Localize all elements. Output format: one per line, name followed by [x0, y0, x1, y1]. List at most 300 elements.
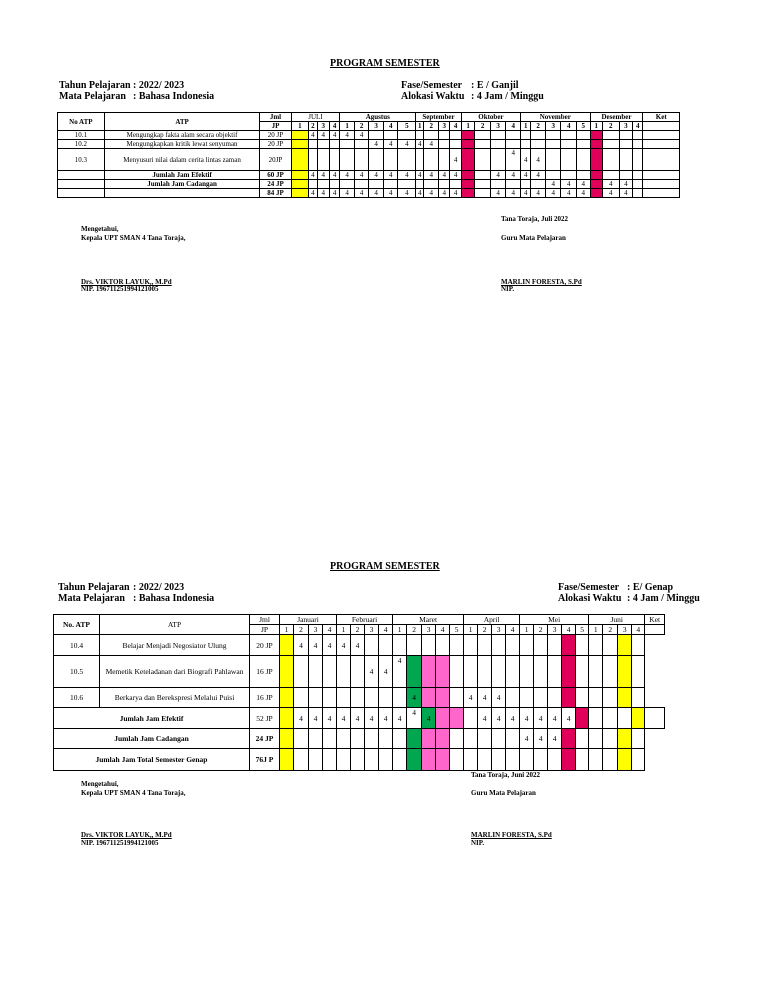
empty-cell — [309, 140, 317, 149]
highlight-cell — [291, 180, 309, 189]
empty-cell — [561, 131, 577, 140]
empty-cell — [478, 635, 492, 656]
highlight-cell — [436, 749, 450, 771]
highlight-cell — [407, 749, 422, 771]
week-cell: 3 — [492, 625, 506, 635]
allocation-cell: 4 — [340, 131, 355, 140]
empty-cell — [329, 149, 339, 171]
week-cell: 3 — [365, 625, 379, 635]
cadangan-jp: 24 JP — [260, 180, 291, 189]
empty-cell — [379, 688, 393, 708]
highlight-cell — [450, 708, 464, 729]
empty-cell — [340, 149, 355, 171]
empty-cell — [407, 635, 422, 656]
place-date: Tana Toraja, Juni 2022 — [471, 771, 540, 779]
efektif-label: Jumlah Jam Efektif — [104, 171, 260, 180]
place-date: Tana Toraja, Juli 2022 — [501, 215, 569, 223]
allocation-cell: 4 — [317, 171, 329, 180]
empty-cell — [576, 729, 589, 749]
empty-cell — [545, 140, 561, 149]
highlight-cell — [461, 140, 474, 149]
allocation-cell: 4 — [438, 171, 449, 180]
cadangan-jp: 24 JP — [250, 729, 280, 749]
empty-cell — [436, 635, 450, 656]
allocation-cell: 4 — [520, 729, 534, 749]
table-row-total — [58, 189, 680, 198]
month-agustus: Agustus — [340, 113, 416, 122]
week-cell: 1 — [461, 122, 474, 131]
table-header-months — [54, 615, 665, 625]
allocation-cell: 4 — [309, 635, 323, 656]
atp-jp: 16 JP — [250, 656, 280, 688]
empty-cell — [602, 131, 619, 140]
empty-cell — [645, 708, 665, 729]
allocation-cell: 4 — [294, 708, 309, 729]
highlight-cell — [618, 749, 632, 771]
empty-cell — [309, 656, 323, 688]
table-row-efektif — [58, 171, 680, 180]
empty-cell — [521, 180, 531, 189]
empty-cell — [602, 149, 619, 171]
atp-text: Mengungkapkan kritik lewat senyuman — [104, 140, 260, 149]
empty-cell — [633, 149, 643, 171]
empty-cell — [351, 749, 365, 771]
empty-cell — [603, 688, 618, 708]
week-cell: 4 — [561, 122, 577, 131]
week-cell: 4 — [329, 122, 339, 131]
week-cell: 1 — [291, 122, 309, 131]
allocation-cell: 4 — [323, 708, 337, 729]
allocation-cell: 4 — [329, 171, 339, 180]
empty-cell — [317, 180, 329, 189]
guru-name-text: MARLIN FORESTA, S.Pd — [471, 831, 552, 839]
table-row-efektif — [54, 708, 665, 729]
allocation-cell: 4 — [562, 708, 576, 729]
highlight-cell — [280, 688, 294, 708]
allocation-cell: 4 — [478, 688, 492, 708]
highlight-cell — [291, 189, 309, 198]
week-cell: 5 — [398, 122, 416, 131]
allocation-cell: 4 — [478, 708, 492, 729]
month-oktober: Oktober — [461, 113, 520, 122]
highlight-cell: 4 — [407, 688, 422, 708]
allocation-cell: 4 — [329, 131, 339, 140]
allocation-cell: 4 — [354, 189, 369, 198]
highlight-cell — [280, 635, 294, 656]
allocation-cell: 4 — [351, 708, 365, 729]
empty-cell — [438, 131, 449, 140]
empty-cell — [369, 180, 384, 189]
highlight-cell — [461, 189, 474, 198]
empty-cell — [294, 749, 309, 771]
allocation-cell: 4 — [424, 189, 439, 198]
empty-cell — [379, 749, 393, 771]
highlight-cell — [562, 729, 576, 749]
empty-cell — [416, 149, 424, 171]
empty-cell — [633, 171, 643, 180]
highlight-cell — [576, 708, 589, 729]
kepala-name-text: Drs. VIKTOR LAYUK,, M.Pd — [81, 278, 172, 286]
program-semester-table-genap — [53, 614, 665, 771]
allocation-cell: 4 — [337, 708, 351, 729]
empty-cell — [354, 140, 369, 149]
empty-cell — [329, 140, 339, 149]
empty-cell — [577, 149, 590, 171]
empty-cell — [490, 149, 506, 171]
empty-cell — [561, 171, 577, 180]
empty-cell — [619, 140, 632, 149]
empty-cell — [589, 708, 603, 729]
week-cell: 3 — [618, 625, 632, 635]
atp-jp: 20 JP — [260, 131, 291, 140]
week-cell: 1 — [520, 625, 534, 635]
empty-cell — [534, 688, 548, 708]
week-cell: 1 — [590, 122, 602, 131]
empty-cell — [416, 180, 424, 189]
empty-cell — [323, 688, 337, 708]
week-cell: 2 — [475, 122, 491, 131]
atp-jp: 20JP — [260, 149, 291, 171]
allocation-cell: 4 — [450, 149, 461, 171]
week-cell: 5 — [576, 625, 589, 635]
empty-cell — [58, 180, 105, 189]
empty-cell — [475, 140, 491, 149]
empty-cell — [424, 149, 439, 171]
allocation-cell: 4 — [398, 171, 416, 180]
empty-cell — [632, 635, 645, 656]
col-ket: Ket — [645, 615, 665, 625]
empty-cell — [520, 656, 534, 688]
alokasi-label: Alokasi Waktu — [558, 593, 622, 604]
allocation-cell: 4 — [294, 635, 309, 656]
atp-text: Memetik Keteladanan dari Biografi Pahlawan — [100, 656, 250, 688]
week-cell: 1 — [589, 625, 603, 635]
allocation-cell: 4 — [490, 189, 506, 198]
empty-cell — [589, 729, 603, 749]
empty-cell — [576, 688, 589, 708]
empty-cell — [602, 171, 619, 180]
allocation-cell: 4 — [351, 635, 365, 656]
empty-cell — [365, 688, 379, 708]
empty-cell — [643, 131, 680, 140]
allocation-cell: 4 — [416, 140, 424, 149]
week-cell: 1 — [464, 625, 478, 635]
week-cell: 4 — [632, 625, 645, 635]
allocation-cell: 4 — [369, 140, 384, 149]
week-cell: 2 — [424, 122, 439, 131]
empty-cell — [475, 149, 491, 171]
week-cell: 2 — [407, 625, 422, 635]
highlight-cell — [618, 688, 632, 708]
kepala-title: Kepala UPT SMAN 4 Tana Toraja, — [81, 789, 186, 797]
col-jp: JP — [260, 122, 291, 131]
week-cell: 1 — [337, 625, 351, 635]
empty-cell — [633, 131, 643, 140]
highlight-cell — [618, 635, 632, 656]
highlight-cell — [291, 171, 309, 180]
fase-label: Fase/Semester — [401, 80, 463, 91]
empty-cell — [632, 749, 645, 771]
empty-cell — [379, 729, 393, 749]
table-row — [58, 149, 680, 171]
highlight-cell — [280, 708, 294, 729]
allocation-cell: 4 — [561, 180, 577, 189]
empty-cell — [577, 131, 590, 140]
allocation-cell: 4 — [416, 171, 424, 180]
allocation-cell: 4 — [531, 171, 546, 180]
empty-cell — [317, 140, 329, 149]
empty-cell — [337, 656, 351, 688]
week-cell: 3 — [422, 625, 436, 635]
highlight-cell — [407, 729, 422, 749]
empty-cell — [589, 749, 603, 771]
highlight-cell — [618, 729, 632, 749]
week-cell: 4 — [506, 122, 521, 131]
highlight-cell — [291, 140, 309, 149]
empty-cell — [603, 749, 618, 771]
empty-cell — [369, 131, 384, 140]
empty-cell — [337, 688, 351, 708]
alokasi-value: : 4 Jam / Minggu — [627, 593, 700, 604]
empty-cell — [323, 656, 337, 688]
allocation-cell: 4 — [492, 688, 506, 708]
allocation-cell: 4 — [577, 180, 590, 189]
allocation-cell: 4 — [506, 189, 521, 198]
empty-cell — [329, 180, 339, 189]
highlight-cell — [422, 729, 436, 749]
month-juli: JULI — [291, 113, 340, 122]
empty-cell — [309, 749, 323, 771]
highlight-cell — [291, 149, 309, 171]
allocation-cell: 4 — [619, 180, 632, 189]
mapel-value: : Bahasa Indonesia — [133, 593, 215, 604]
empty-cell — [369, 149, 384, 171]
allocation-cell: 4 — [561, 189, 577, 198]
empty-cell — [520, 749, 534, 771]
week-cell: 2 — [531, 122, 546, 131]
allocation-cell: 4 — [548, 729, 562, 749]
week-cell: 2 — [351, 625, 365, 635]
empty-cell — [464, 708, 478, 729]
empty-cell — [548, 749, 562, 771]
allocation-cell: 4 — [534, 708, 548, 729]
allocation-cell: 4 — [379, 656, 393, 688]
col-jml: Jml — [250, 615, 280, 625]
empty-cell — [492, 729, 506, 749]
allocation-cell: 4 — [577, 189, 590, 198]
allocation-cell: 4 — [492, 708, 506, 729]
ket-cell — [645, 625, 665, 635]
empty-cell — [309, 180, 317, 189]
empty-cell — [561, 140, 577, 149]
week-cell: 4 — [450, 122, 461, 131]
empty-cell — [340, 140, 355, 149]
empty-cell — [576, 635, 589, 656]
week-cell: 3 — [490, 122, 506, 131]
table-row — [54, 635, 665, 656]
total-jp: 76J P — [250, 749, 280, 771]
atp-jp: 20 JP — [260, 140, 291, 149]
allocation-cell: 4 — [531, 189, 546, 198]
empty-cell — [589, 635, 603, 656]
alokasi-label: Alokasi Waktu — [401, 91, 465, 102]
empty-cell — [534, 635, 548, 656]
empty-cell — [58, 189, 105, 198]
allocation-cell: 4 — [506, 171, 521, 180]
efektif-jp: 60 JP — [260, 171, 291, 180]
empty-cell — [475, 189, 491, 198]
col-no-atp: No. ATP — [54, 615, 100, 635]
empty-cell — [464, 749, 478, 771]
week-cell: 2 — [603, 625, 618, 635]
empty-cell — [589, 688, 603, 708]
total-jp: 84 JP — [260, 189, 291, 198]
kepala-nip: NIP. 196711251994121005 — [81, 285, 159, 293]
table-row-cadangan — [58, 180, 680, 189]
empty-cell — [294, 688, 309, 708]
empty-cell — [450, 749, 464, 771]
empty-cell — [506, 656, 520, 688]
empty-cell — [603, 729, 618, 749]
allocation-cell: 4 — [354, 131, 369, 140]
guru-name-text: MARLIN FORESTA, S.Pd — [501, 278, 582, 286]
cadangan-label: Jumlah Jam Cadangan — [54, 729, 250, 749]
empty-cell — [450, 688, 464, 708]
allocation-cell: 4 — [398, 189, 416, 198]
empty-cell — [464, 656, 478, 688]
highlight-cell — [422, 688, 436, 708]
allocation-cell: 4 — [534, 729, 548, 749]
week-cell: 5 — [450, 625, 464, 635]
allocation-cell: 4 — [424, 171, 439, 180]
week-cell: 1 — [340, 122, 355, 131]
atp-no: 10.4 — [54, 635, 100, 656]
highlight-cell: 4 — [422, 708, 436, 729]
week-cell: 1 — [280, 625, 294, 635]
empty-cell — [104, 189, 260, 198]
col-atp: ATP — [100, 615, 250, 635]
allocation-cell: 4 — [602, 189, 619, 198]
program-semester-table-ganjil — [57, 112, 680, 198]
empty-cell — [422, 635, 436, 656]
allocation-cell: 4 — [490, 171, 506, 180]
mengetahui-label: Mengetahui, — [81, 225, 119, 233]
week-cell: 2 — [602, 122, 619, 131]
empty-cell — [577, 171, 590, 180]
empty-cell — [521, 140, 531, 149]
empty-cell — [643, 140, 680, 149]
empty-cell — [393, 749, 407, 771]
empty-cell — [398, 149, 416, 171]
highlight-cell — [291, 131, 309, 140]
allocation-cell: 4 — [340, 171, 355, 180]
empty-cell — [450, 635, 464, 656]
empty-cell — [323, 729, 337, 749]
col-jp: JP — [250, 625, 280, 635]
allocation-cell: 4 — [545, 189, 561, 198]
table-row — [58, 131, 680, 140]
empty-cell — [438, 180, 449, 189]
allocation-cell: 4 — [520, 708, 534, 729]
empty-cell — [531, 180, 546, 189]
highlight-cell — [562, 749, 576, 771]
week-cell: 5 — [577, 122, 590, 131]
atp-jp: 16 JP — [250, 688, 280, 708]
empty-cell — [365, 729, 379, 749]
allocation-cell: 4 — [619, 189, 632, 198]
fase-value: : E/ Genap — [627, 582, 674, 593]
mengetahui-label: Mengetahui, — [81, 780, 119, 788]
empty-cell — [438, 140, 449, 149]
empty-cell — [383, 149, 398, 171]
week-cell: 3 — [369, 122, 384, 131]
empty-cell — [506, 729, 520, 749]
empty-cell — [340, 180, 355, 189]
week-cell: 3 — [309, 625, 323, 635]
cadangan-label: Jumlah Jam Cadangan — [104, 180, 260, 189]
allocation-cell: 4 — [379, 708, 393, 729]
allocation-cell: 4 — [329, 189, 339, 198]
empty-cell — [398, 131, 416, 140]
allocation-cell: 4 — [424, 140, 439, 149]
empty-cell — [548, 656, 562, 688]
empty-cell — [475, 180, 491, 189]
empty-cell — [424, 131, 439, 140]
allocation-cell: 4 — [365, 656, 379, 688]
week-cell: 1 — [416, 122, 424, 131]
table-row — [54, 656, 665, 688]
mapel-label: Mata Pelajaran — [58, 593, 125, 604]
table-row-cadangan — [54, 729, 665, 749]
highlight-cell — [590, 131, 602, 140]
week-cell: 4 — [633, 122, 643, 131]
allocation-cell: 4 — [354, 171, 369, 180]
atp-no: 10.5 — [54, 656, 100, 688]
week-cell: 2 — [294, 625, 309, 635]
month-mei: Mei — [520, 615, 589, 625]
week-cell: 4 — [436, 625, 450, 635]
fase-value: : E / Ganjil — [471, 80, 519, 91]
empty-cell — [492, 749, 506, 771]
allocation-cell: 4 — [531, 149, 546, 171]
empty-cell — [424, 180, 439, 189]
week-cell: 3 — [619, 122, 632, 131]
allocation-cell: 4 — [545, 180, 561, 189]
empty-cell — [545, 131, 561, 140]
empty-cell — [545, 171, 561, 180]
empty-cell — [492, 656, 506, 688]
empty-cell — [393, 635, 407, 656]
highlight-cell — [632, 708, 645, 729]
empty-cell — [632, 688, 645, 708]
month-juni: Juni — [589, 615, 645, 625]
empty-cell — [602, 140, 619, 149]
allocation-cell: 4 — [450, 171, 461, 180]
empty-cell — [548, 635, 562, 656]
allocation-cell: 4 — [323, 635, 337, 656]
empty-cell — [545, 149, 561, 171]
empty-cell — [450, 729, 464, 749]
atp-no: 10.1 — [58, 131, 105, 140]
empty-cell — [633, 189, 643, 198]
highlight-cell — [590, 149, 602, 171]
empty-cell — [506, 140, 521, 149]
empty-cell — [351, 688, 365, 708]
empty-cell — [619, 171, 632, 180]
empty-cell — [520, 635, 534, 656]
allocation-cell: 4 — [383, 189, 398, 198]
empty-cell — [490, 180, 506, 189]
